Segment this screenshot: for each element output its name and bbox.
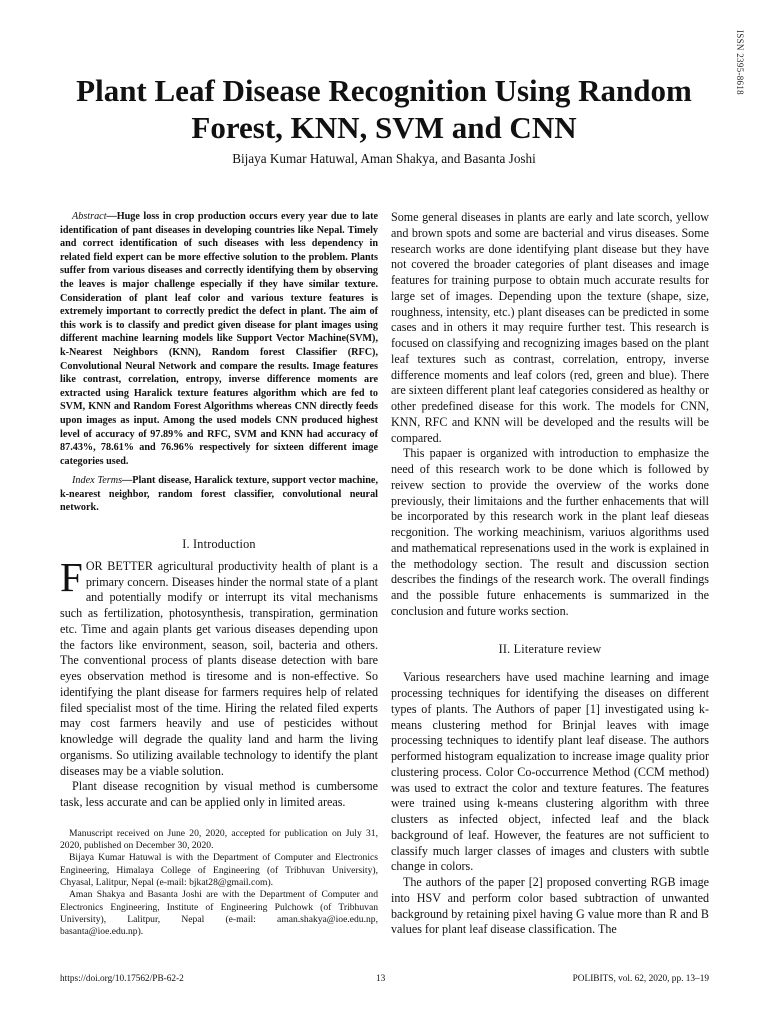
abstract-text: —Huge loss in crop production occurs every year due to late identification of pant diseases in developing countries like Nepal. Timely and correct identification of such diseases with less dependency in related field expert can be more effective solution to the problem. Plants suffer from various diseases and correctly identifying them by observing the leaves is major challenge especially if they have similar texture. Consideration of plant leaf color and various texture features is extremely important to correctly predict the defect in plant. The aim of this work is to classify and predict given disease for plant images using different machine learning models like Support Vector Machine(SVM), k-Nearest Neighbors (KNN), Random forest Classifier (RFC), Convolutional Neural Network and compare the results. Image features like contrast, correlation, entropy, inverse difference moments are extracted using Haralick texture features algorithm which are fed to SVM, KNN and Random Forest Algorithms whereas CNN directly feeds upon images as input. Among the used models CNN produced highest level of accuracy of 97.89% and RFC, SVM and KNN had accuracy of 87.43%, 78.61% and 76.96% respectively for sixteen different image categories used. <box>60 211 378 467</box>
right-paragraph-2: This papaer is organized with introduction to emphasize the need of this research work to be done which is followed by reivew section to provide the overview of the works done previously, their limitaions and the further enhacements that will be incorporated by this research work in the plant leaf dieseas recgonition. The working meachinism, variuos algorithms used and mathematical represenations used in the work is explained in the methodology section. The result and discussion section describes the findings of the research work. The overall findings and the possible future enhacements is summarized in the conclusion and future works section. <box>391 446 709 618</box>
intro-paragraph-1 <box>60 553 378 780</box>
right-paragraph-1: Some general diseases in plants are early and late scorch, yellow and brown spots and some are bacterial and virus diseases. Some research works are done identifying plant disease but they have not covered the broader categories of plant diseases and image features for training purpose to obtain much accurate results for large set of images. Depending upon the texture (shape, size, roughness, intensity, etc.) plant diseases can be predicted in some cases and in others it may require further test. This research is focused on classifying and recognizing images based on the plant leaf textures such as contrast, correlation, entropy, inverse difference moments and leaf colors (red, green and blue). There are sixteen different plant leaf categories considered as healthy or other predefined disease for this work. The models for CNN, KNN, RFC and KNN will be developed and the results will be compared. <box>391 210 709 445</box>
drop-cap: F <box>60 553 83 600</box>
abstract <box>60 210 378 468</box>
left-column <box>60 210 378 938</box>
section-heading-introduction: I. Introduction <box>182 537 256 552</box>
footnote-author-1: Bijaya Kumar Hatuwal is with the Department of Computer and Electronics Engineering, Himalaya College of Engineering (of Tribhuvan University), Chyasal, Lalitpur, Nepal (e-mail: bjkat28@gmail.com). <box>60 852 378 888</box>
issn-label: ISSN 2395-8618 <box>735 30 745 95</box>
footnote-authors-2-3: Aman Shakya and Basanta Joshi are with the Department of Computer and Electronics Engineering, Institute of Engineering Pulchowk (of Tribhuvan University), Lalitpur, Nepal (e-mail: aman.shakya@ioe.edu.np, basanta@ioe.edu.np). <box>60 889 378 938</box>
right-column <box>391 210 709 938</box>
intro-paragraph-1-text: agricultural productivity health of plant is a primary concern. Diseases hinder the normal state of a plant and potentially modify or interrupt its vital mechanisms such as fertilization, photosynthesis, transpiration, germination etc. Time and again plants get various diseases depending upon the factors like environment, season, soil, bacteria and others. The conventional process of plants disease detection with bare eyes observation method is tiresome and is non-effective. So identifying the plant disease for farmers requires help of related filed specialist most of the time. Hiring the related filed experts may cost farmers heavily and use of pesticides without knowledge will degrade the quality land and harm the living organisms. So utilizing available technology to identify the plant diseases may be a viable solution. <box>60 558 378 778</box>
literature-paragraph-1: Various researchers have used machine learning and image processing techniques for identifying the diseases on different types of plants. The Authors of paper [1] investigated using k-means clustering method for Brinjal leaves with image processing techniques to identify plant leaf disease. The authors performed histogram equalization to increase image quality prior clustering process. Color Co-occurrence Method (CCM method) was used to extract the color and texture features. The features were trained using k-means clustering algorithm with three clusters as infected object, infected leaf and the black background of leaf. However, the features are not sufficient to classify much larger classes of images and clusters with subtle change in colors. <box>391 670 709 874</box>
footer-doi-link[interactable]: https://doi.org/10.17562/PB-62-2 <box>60 974 184 984</box>
footnote-manuscript: Manuscript received on June 20, 2020, accepted for publication on July 31, 2020, published on December 30, 2020. <box>60 827 378 852</box>
paper-title: Plant Leaf Disease Recognition Using Random Forest, KNN, SVM and CNN <box>76 73 692 145</box>
intro-paragraph-2: Plant disease recognition by visual method is cumbersome task, less accurate and can be applied only in limited areas. <box>60 779 378 810</box>
index-terms-lead: Index Terms <box>72 475 123 487</box>
footer-page-number: 13 <box>376 974 386 984</box>
section-heading-literature-review: II. Literature review <box>498 641 602 656</box>
literature-paragraph-2: The authors of the paper [2] proposed converting RGB image into HSV and perform color based subtraction of unwanted background by retaining pixel having G value more than R and B values for plant leaf disease classification. The <box>391 875 709 937</box>
footnotes <box>60 828 378 939</box>
index-terms-text: —Plant disease, Haralick texture, support vector machine, k-nearest neighbor, random forest classifier, convolutional neural network. <box>60 475 378 514</box>
abstract-lead: Abstract <box>72 211 107 222</box>
footer-journal-citation: POLIBITS, vol. 62, 2020, pp. 13–19 <box>572 974 709 984</box>
index-terms <box>60 474 378 515</box>
intro-lead-caps: OR BETTER <box>85 558 153 573</box>
author-list: Bijaya Kumar Hatuwal, Aman Shakya, and Basanta Joshi <box>232 151 536 166</box>
